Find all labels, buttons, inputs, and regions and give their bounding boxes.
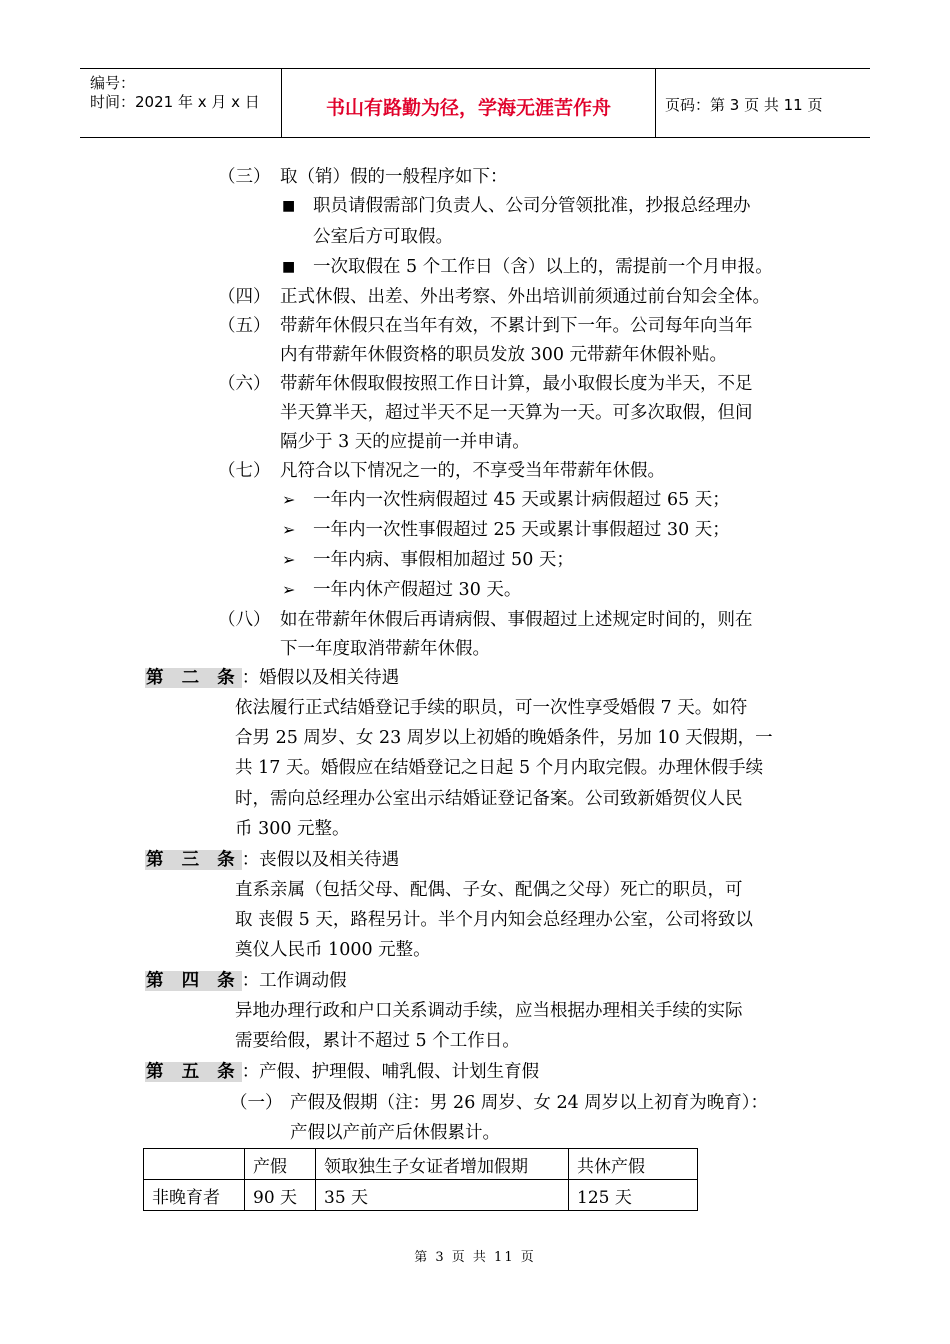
table-row: [144, 1180, 698, 1211]
item-number: （八）: [218, 610, 271, 630]
paragraph-text: 合男 25 周岁、女 23 周岁以上初婚的晚婚条件，另加 10 天假期，一: [235, 728, 773, 748]
item-number: （五）: [218, 316, 271, 336]
arrow-bullet-icon: ➢: [282, 580, 296, 599]
header-page-number: 页码：第 3 页 共 11 页: [665, 96, 823, 114]
paragraph-text: 凡符合以下情况之一的，不享受当年带薪年休假。: [280, 461, 665, 481]
article-title: ：婚假以及相关待遇: [241, 668, 400, 688]
arrow-bullet-icon: ➢: [282, 550, 296, 569]
paragraph-text: 一年内一次性事假超过 25 天或累计事假超过 30 天；: [313, 520, 730, 540]
table-header-cell: 共休产假: [569, 1149, 698, 1180]
table-header-cell: 领取独生子女证者增加假期: [316, 1149, 569, 1180]
item-number: （三）: [218, 167, 271, 187]
header-motto-cell: [281, 69, 656, 137]
paragraph-text: 币 300 元整。: [235, 819, 350, 839]
item-number: （一）: [230, 1093, 283, 1113]
paragraph-text: 一年内休产假超过 30 天。: [313, 580, 522, 600]
article-title: ：丧假以及相关待遇: [241, 850, 400, 870]
table-header-row: [144, 1149, 698, 1180]
paragraph-text: 一年内病、事假相加超过 50 天；: [313, 550, 574, 570]
paragraph-text: 取 丧假 5 天，路程另计。半个月内知会总经理办公室，公司将致以: [235, 910, 753, 930]
paragraph-text: 依法履行正式结婚登记手续的职员，可一次性享受婚假 7 天。如符: [235, 698, 748, 718]
article-heading: [145, 849, 399, 871]
page-footer: 第 3 页 共 11 页: [414, 1250, 536, 1265]
article-title: ：工作调动假: [241, 971, 347, 991]
document-date: 时间：2021 年 x 月 x 日: [90, 93, 260, 111]
paragraph-text: 正式休假、出差、外出考察、外出培训前须通过前台知会全体。: [280, 287, 770, 307]
paragraph-text: 下一年度取消带薪年休假。: [280, 639, 490, 659]
article-heading: [145, 667, 399, 689]
article-title: ：产假、护理假、哺乳假、计划生育假: [241, 1062, 540, 1082]
table-cell: 125 天: [569, 1180, 698, 1211]
paragraph-text: 半天算半天，超过半天不足一天算为一天。可多次取假，但间: [280, 403, 753, 423]
article-heading: [145, 1061, 539, 1083]
article-label: 第 五 条: [146, 1062, 241, 1082]
paragraph-text: 带薪年休假只在当年有效，不累计到下一年。公司每年向当年: [280, 316, 753, 336]
paragraph-text: 公室后方可取假。: [313, 227, 453, 247]
article-label: 第 三 条: [146, 850, 241, 870]
paragraph-text: 内有带薪年休假资格的职员发放 300 元带薪年休假补贴。: [280, 345, 728, 365]
paragraph-text: 产假以产前产后休假累计。: [290, 1123, 500, 1143]
table-cell: 35 天: [316, 1180, 569, 1211]
table-cell: 非晚育者: [144, 1180, 245, 1211]
paragraph-text: 职员请假需部门负责人、公司分管领批准，抄报总经理办: [313, 196, 751, 216]
item-number: （六）: [218, 374, 271, 394]
page-header: [80, 68, 870, 138]
article-label: 第 二 条: [146, 668, 241, 688]
arrow-bullet-icon: ➢: [282, 490, 296, 509]
square-bullet-icon: ■: [282, 198, 296, 214]
paragraph-text: 共 17 天。婚假应在结婚登记之日起 5 个月内取完假。办理休假手续: [235, 758, 764, 778]
maternity-leave-table: [143, 1148, 698, 1211]
paragraph-text: 一年内一次性病假超过 45 天或累计病假超过 65 天；: [313, 490, 730, 510]
header-page-cell: [655, 69, 870, 137]
paragraph-text: 带薪年休假取假按照工作日计算，最小取假长度为半天，不足: [280, 374, 753, 394]
item-number: （四）: [218, 287, 271, 307]
table-header-cell: [144, 1149, 245, 1180]
article-heading: [145, 970, 347, 992]
paragraph-text: 时，需向总经理办公室出示结婚证登记备案。公司致新婚贺仪人民: [235, 789, 743, 809]
paragraph-text: 取（销）假的一般程序如下：: [280, 167, 508, 187]
paragraph-text: 一次取假在 5 个工作日（含）以上的，需提前一个月申报。: [313, 257, 773, 277]
paragraph-text: 奠仪人民币 1000 元整。: [235, 940, 431, 960]
paragraph-text: 异地办理行政和户口关系调动手续，应当根据办理相关手续的实际: [235, 1001, 743, 1021]
table-cell: 90 天: [245, 1180, 316, 1211]
paragraph-text: 需要给假，累计不超过 5 个工作日。: [235, 1031, 520, 1051]
paragraph-text: 隔少于 3 天的应提前一并申请。: [280, 432, 530, 452]
square-bullet-icon: ■: [282, 259, 296, 275]
paragraph-text: 如在带薪年休假后再请病假、事假超过上述规定时间的，则在: [280, 610, 753, 630]
article-label: 第 四 条: [146, 971, 241, 991]
header-meta: [80, 69, 280, 137]
paragraph-text: 直系亲属（包括父母、配偶、子女、配偶之父母）死亡的职员，可: [235, 880, 743, 900]
header-motto: 书山有路勤为径，学海无涯苦作舟: [325, 97, 611, 119]
item-number: （七）: [218, 461, 271, 481]
table-header-cell: 产假: [245, 1149, 316, 1180]
paragraph-text: 产假及假期（注：男 26 周岁、女 24 周岁以上初育为晚育）：: [290, 1093, 769, 1113]
document-number: 编号：: [90, 74, 136, 92]
arrow-bullet-icon: ➢: [282, 520, 296, 539]
